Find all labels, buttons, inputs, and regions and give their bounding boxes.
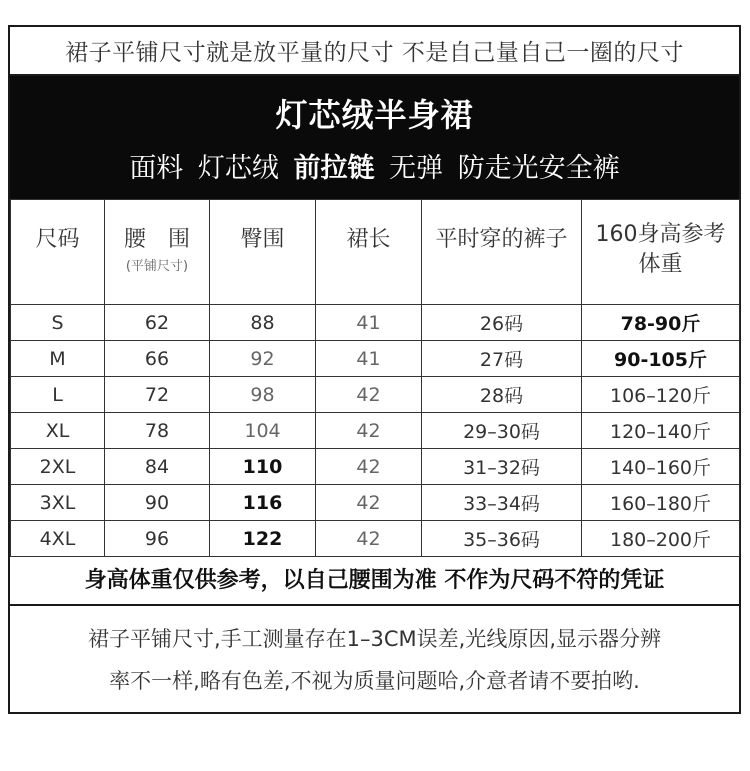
table-header-row (11, 200, 740, 305)
reference-disclaimer (10, 553, 739, 606)
cell-pants: 35–36码 (422, 521, 582, 557)
product-title: 灯芯绒半身裙 (275, 96, 474, 134)
fabric-label: 面料 (129, 153, 184, 184)
cell-weight: 90-105斤 (582, 341, 740, 377)
cell-weight: 120–140斤 (582, 413, 740, 449)
zipper-feature: 前拉链 (293, 153, 375, 184)
cell-size: S (11, 305, 105, 341)
cell-waist: 62 (105, 305, 210, 341)
product-features (10, 146, 739, 185)
cell-hip: 116 (210, 485, 316, 521)
cell-waist: 90 (105, 485, 210, 521)
cell-waist: 72 (105, 377, 210, 413)
header-pants: 平时穿的裤子 (422, 200, 582, 305)
cell-length: 42 (316, 377, 422, 413)
header-length: 裙长 (316, 200, 422, 305)
cell-waist: 84 (105, 449, 210, 485)
cell-weight: 160–180斤 (582, 485, 740, 521)
reference-disclaimer-text: 身高体重仅供参考，以自己腰围为准 不作为尺码不符的凭证 (84, 568, 665, 593)
cell-pants: 31–32码 (422, 449, 582, 485)
error-note-line-2: 率不一样,略有色差,不视为质量问题哈,介意者请不要拍哟. (109, 669, 640, 693)
cell-size: XL (11, 413, 105, 449)
cell-size: 2XL (11, 449, 105, 485)
table-row (11, 521, 740, 557)
cell-hip: 104 (210, 413, 316, 449)
header-waist-sub: (平铺尺寸) (125, 259, 189, 274)
cell-length: 42 (316, 485, 422, 521)
header-hip: 臀围 (210, 200, 316, 305)
measurement-error-note (10, 606, 739, 712)
measure-note-text: 裙子平铺尺寸就是放平量的尺寸 不是自己量自己一圈的尺寸 (65, 40, 684, 66)
cell-hip: 110 (210, 449, 316, 485)
error-note-line-1: 裙子平铺尺寸,手工测量存在1–3CM误差,光线原因,显示器分辨 (87, 627, 662, 651)
cell-pants: 33–34码 (422, 485, 582, 521)
measure-note-banner (10, 27, 739, 76)
table-row (11, 377, 740, 413)
table-row (11, 341, 740, 377)
cell-hip: 98 (210, 377, 316, 413)
cell-waist: 96 (105, 521, 210, 557)
fabric-value: 灯芯绒 (197, 153, 279, 184)
cell-weight: 140–160斤 (582, 449, 740, 485)
size-table (10, 199, 740, 557)
stretch-feature: 无弹 (389, 153, 444, 184)
header-size: 尺码 (11, 200, 105, 305)
cell-waist: 66 (105, 341, 210, 377)
lining-feature: 防走光安全裤 (457, 153, 620, 184)
table-row (11, 305, 740, 341)
cell-pants: 27码 (422, 341, 582, 377)
cell-size: M (11, 341, 105, 377)
cell-length: 42 (316, 413, 422, 449)
header-weight: 160身高参考 体重 (582, 200, 740, 305)
table-row (11, 449, 740, 485)
cell-size: L (11, 377, 105, 413)
table-row (11, 485, 740, 521)
cell-size: 4XL (11, 521, 105, 557)
cell-pants: 28码 (422, 377, 582, 413)
cell-waist: 78 (105, 413, 210, 449)
cell-pants: 29–30码 (422, 413, 582, 449)
cell-pants: 26码 (422, 305, 582, 341)
header-waist: 腰 围 (平铺尺寸) (105, 200, 210, 305)
cell-hip: 88 (210, 305, 316, 341)
cell-hip: 92 (210, 341, 316, 377)
cell-length: 41 (316, 305, 422, 341)
cell-length: 42 (316, 449, 422, 485)
product-hero (10, 76, 739, 199)
cell-weight: 106–120斤 (582, 377, 740, 413)
cell-length: 42 (316, 521, 422, 557)
cell-weight: 78-90斤 (582, 305, 740, 341)
cell-weight: 180–200斤 (582, 521, 740, 557)
cell-size: 3XL (11, 485, 105, 521)
table-row (11, 413, 740, 449)
cell-length: 41 (316, 341, 422, 377)
cell-hip: 122 (210, 521, 316, 557)
